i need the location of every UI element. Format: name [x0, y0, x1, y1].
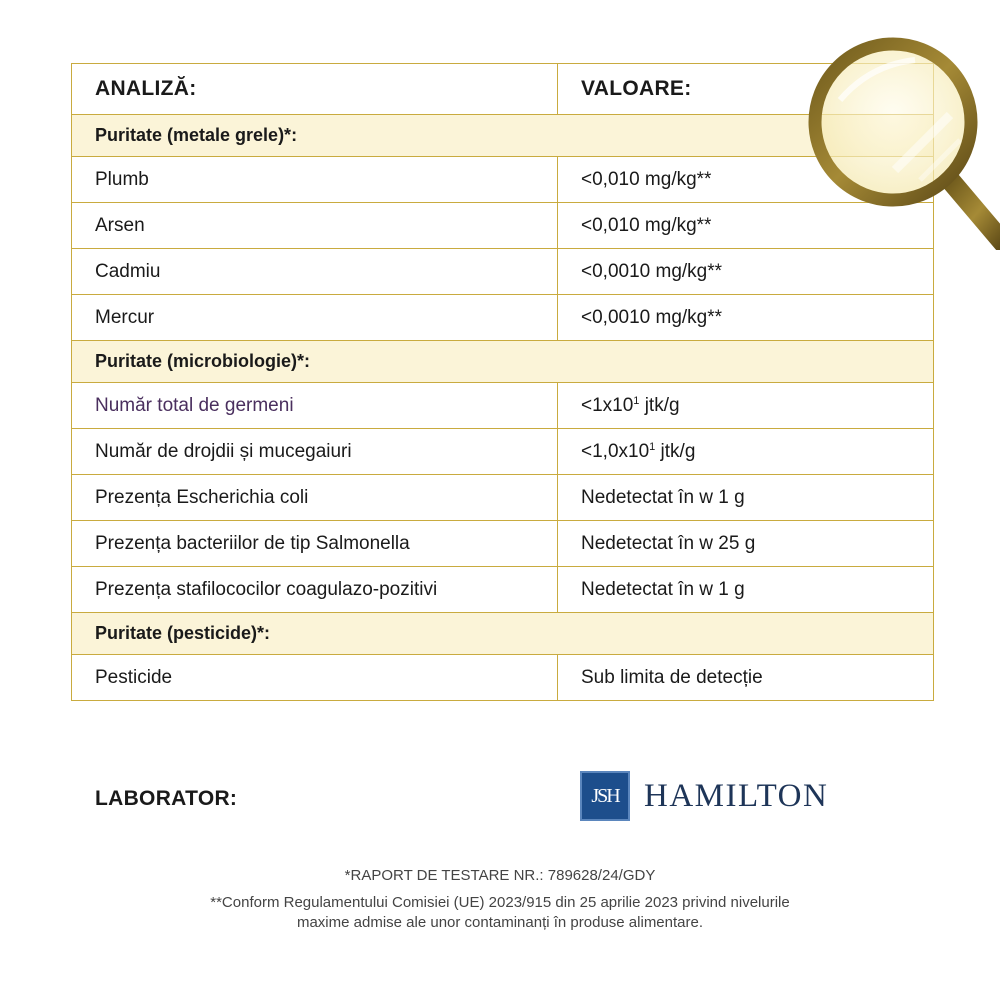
table-row: [72, 429, 934, 475]
row-value: <0,0010 mg/kg**: [558, 295, 934, 341]
table-row: [72, 655, 934, 701]
row-value: Nedetectat în w 1 g: [558, 475, 934, 521]
section-title: Puritate (metale grele)*:: [72, 115, 934, 157]
hamilton-logo-icon: [580, 771, 828, 821]
value-exponent: 1: [633, 394, 640, 407]
table-row: [72, 383, 934, 429]
row-value: <0,010 mg/kg**: [558, 203, 934, 249]
table-row: [72, 567, 934, 613]
section-microbiology: [72, 341, 934, 383]
value-unit: jtk/g: [655, 440, 696, 462]
row-value: <0,0010 mg/kg**: [558, 249, 934, 295]
row-name: Mercur: [72, 295, 558, 341]
row-name: Prezența Escherichia coli: [72, 475, 558, 521]
row-value: [558, 383, 934, 429]
row-value: Sub limita de detecție: [558, 655, 934, 701]
row-name: Număr de drojdii și mucegaiuri: [72, 429, 558, 475]
value-exponent: 1: [649, 440, 656, 453]
logo-text: HAMILTON: [644, 777, 829, 814]
row-value: Nedetectat în w 1 g: [558, 567, 934, 613]
row-name: Prezența stafilococilor coagulazo-pozitivi: [72, 567, 558, 613]
regulation-line-1: **Conform Regulamentului Comisiei (UE) 2023/915 din 25 aprilie 2023 privind nivelurile: [210, 894, 790, 911]
row-name: Plumb: [72, 157, 558, 203]
table-row: [72, 249, 934, 295]
table-row: [72, 521, 934, 567]
row-value: <0,010 mg/kg**: [558, 157, 934, 203]
row-value: Nedetectat în w 25 g: [558, 521, 934, 567]
section-title: Puritate (microbiologie)*:: [72, 341, 934, 383]
row-name: Cadmiu: [72, 249, 558, 295]
magnifying-glass-icon: [800, 30, 1000, 250]
row-value: [558, 429, 934, 475]
value-unit: jtk/g: [639, 394, 680, 416]
section-title: Puritate (pesticide)*:: [72, 613, 934, 655]
regulation-note: [0, 893, 1000, 933]
report-number: *RAPORT DE TESTARE NR.: 789628/24/GDY: [344, 867, 656, 884]
row-name: Pesticide: [72, 655, 558, 701]
row-name: Arsen: [72, 203, 558, 249]
header-analysis: ANALIZĂ:: [72, 64, 558, 115]
logo-mark: JSH: [580, 771, 630, 821]
row-name: Prezența bacteriilor de tip Salmonella: [72, 521, 558, 567]
section-pesticides: [72, 613, 934, 655]
table-row: [72, 295, 934, 341]
value-base: <1,0x10: [581, 440, 650, 462]
table-row: [72, 475, 934, 521]
regulation-line-2: maxime admise ale unor contaminanți în produse alimentare.: [296, 914, 704, 931]
row-name: Număr total de germeni: [72, 383, 558, 429]
header-value: VALOARE:: [558, 64, 934, 115]
value-base: <1x10: [581, 394, 634, 416]
laboratory-label: LABORATOR:: [95, 787, 238, 810]
